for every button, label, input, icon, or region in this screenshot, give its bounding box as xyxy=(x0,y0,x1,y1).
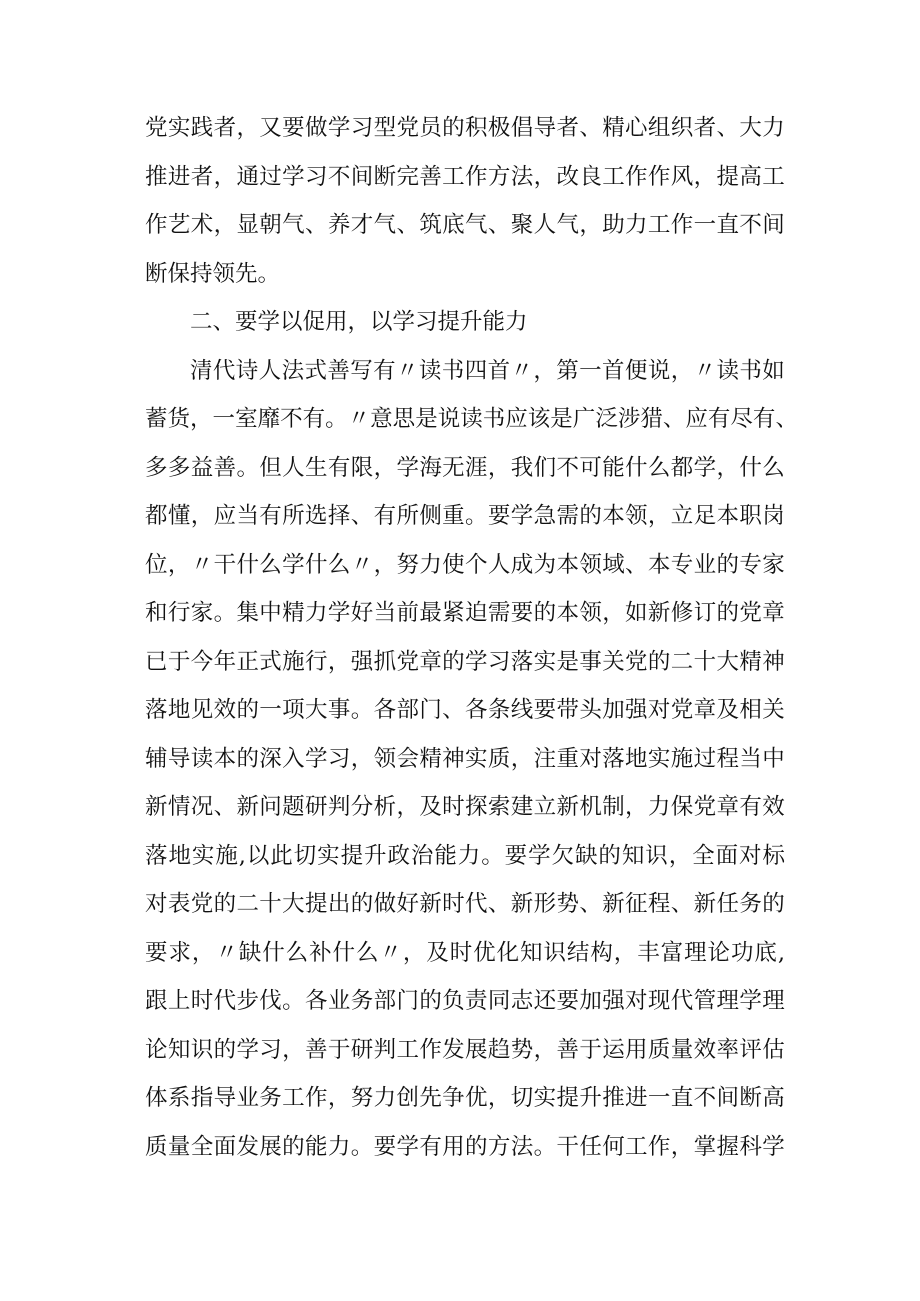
text-line: 和 行 家 。 集 中 精 力 学 好 当 前 最 紧 迫 需 要 的 本 领 ， 如 新 修 订 的 党 章 xyxy=(145,600,785,626)
text-line: 党 实 践 者 ， 又 要 做 学 习 型 党 员 的 积 极 倡 导 者 、 精 心 组 织 者 、 大 力 xyxy=(145,115,785,141)
text-line: 位 ， 〃 干 什 么 学 什 么 〃 ， 努 力 使 个 人 成 为 本 领 域 、 本 专 业 的 专 家 xyxy=(145,551,785,578)
text-line: 对 表 党 的 二 十 大 提 出 的 做 好 新 时 代 、 新 形 势 、 新 征 程 、 新 任 务 的 xyxy=(145,891,785,917)
text-line: 体 系 指 导 业 务 工 作 ， 努 力 创 先 争 优 ， 切 实 提 升 推 进 一 直 不 间 断 高 xyxy=(145,1085,785,1111)
text-line: 要 求 ， 〃 缺 什 么 补 什 么 〃 ， 及 时 优 化 知 识 结 构 ， 丰 富 理 论 功 底 , xyxy=(145,939,785,966)
text-line: 多 多 益 善 。 但 人 生 有 限 ， 学 海 无 涯 ， 我 们 不 可 能 什 么 都 学 ， 什 么 xyxy=(145,454,785,481)
text-line: 已 于 今 年 正 式 施 行 ， 强 抓 党 章 的 学 习 落 实 是 事 关 党 的 二 十 大 精 神 xyxy=(145,648,785,675)
text-line: 推 进 者 ， 通 过 学 习 不 间 断 完 善 工 作 方 法 ， 改 良 工 作 作 风 ， 提 高 工 xyxy=(145,163,785,190)
text-line: 断保持领先。 xyxy=(145,260,281,287)
text-line: 二、要学以促用，以学习提升能力 xyxy=(190,309,528,335)
text-line: 跟 上 时 代 步 伐 。 各 业 务 部 门 的 负 责 同 志 还 要 加 强 对 现 代 管 理 学 理 xyxy=(145,988,785,1014)
body-text xyxy=(145,104,798,1171)
text-line: 都 懂 ， 应 当 有 所 选 择 、 有 所 侧 重 。 要 学 急 需 的 本 领 ， 立 足 本 职 岗 xyxy=(145,503,785,529)
text-line: 作 艺 术 ， 显 朝 气 、 养 才 气 、 筑 底 气 、 聚 人 气 ， 助 力 工 作 一 直 不 间 xyxy=(145,212,785,238)
text-line: 质 量 全 面 发 展 的 能 力 。 要 学 有 用 的 方 法 。 干 任 何 工 作 ， 掌 握 科 学 xyxy=(145,1133,785,1160)
text-line: 辅 导 读 本 的 深 入 学 习 ， 领 会 精 神 实 质 ， 注 重 对 落 地 实 施 过 程 当 中 xyxy=(145,745,785,772)
text-line: 清 代 诗 人 法 式 善 写 有 〃 读 书 四 首 〃 ， 第 一 首 便 说 ， 〃 读 书 如 xyxy=(190,357,785,384)
text-line: 落 地 实 施 , 以 此 切 实 提 升 政 治 能 力 。 要 学 欠 缺 的 知 识 ， 全 面 对 标 xyxy=(145,842,785,869)
text-line: 论 知 识 的 学 习 ， 善 于 研 判 工 作 发 展 趋 势 ， 善 于 运 用 质 量 效 率 评 估 xyxy=(145,1036,785,1063)
text-line: 蓄 货 ， 一 室 靡 不 有 。 〃 意 思 是 说 读 书 应 该 是 广 泛 涉 猎 、 应 有 尽 有 、 xyxy=(145,406,798,432)
text-line: 新 情 况 、 新 问 题 研 判 分 析 ， 及 时 探 索 建 立 新 机 制 ， 力 保 党 章 有 效 xyxy=(145,794,785,820)
text-line: 落 地 见 效 的 一 项 大 事 。 各 部 门 、 各 条 线 要 带 头 加 强 对 党 章 及 相 关 xyxy=(145,697,785,723)
